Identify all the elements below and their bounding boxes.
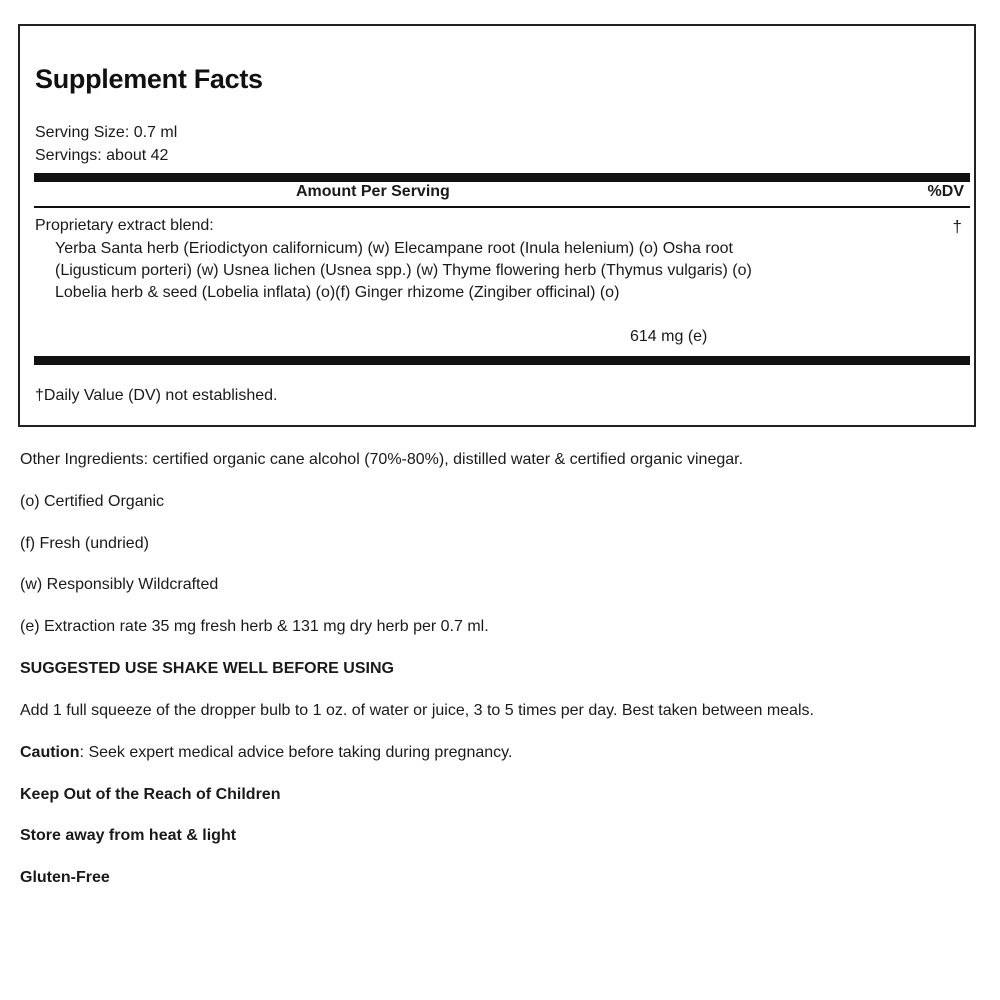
caution (20, 744, 512, 762)
divider-thin (34, 206, 970, 208)
keep-out-of-reach: Keep Out of the Reach of Children (20, 786, 281, 803)
key-wildcrafted: (w) Responsibly Wildcrafted (20, 576, 219, 593)
suggested-use-heading: SUGGESTED USE SHAKE WELL BEFORE USING (20, 660, 394, 677)
other-ingredients: Other Ingredients: certified organic cane alcohol (70%-80%), distilled water & certified organic vinegar. (20, 451, 744, 468)
blend-ingredients: Yerba Santa herb (Eriodictyon californicum) (w) Elecampane root (Inula helenium) (o) Osha root (Ligusticum porteri) (w) Usnea lichen (Usnea spp.) (w) Thyme flowering herb (Thymus vulgaris) (o) Lobelia herb & seed (Lobelia inflata) (o)(f) Ginger rhizome (Zingiber officinal) (o) (55, 240, 752, 301)
key-fresh: (f) Fresh (undried) (20, 535, 149, 552)
daily-value-header: %DV (927, 183, 964, 200)
dv-footnote: †Daily Value (DV) not established. (35, 387, 278, 404)
serving-size: Serving Size: 0.7 ml (35, 124, 178, 141)
caution-label: Caution (20, 744, 80, 761)
blend-amount: 614 mg (e) (630, 328, 708, 345)
storage-instructions: Store away from heat & light (20, 827, 237, 844)
supplement-facts-panel (18, 24, 976, 427)
blend-dv-dagger: † (952, 217, 962, 236)
divider-thick-bottom (34, 356, 970, 365)
amount-per-serving-header: Amount Per Serving (296, 183, 450, 200)
divider-thick-top (34, 173, 970, 182)
facts-title: Supplement Facts (35, 64, 263, 94)
key-extraction-rate: (e) Extraction rate 35 mg fresh herb & 131 mg dry herb per 0.7 ml. (20, 618, 489, 635)
gluten-free: Gluten-Free (20, 869, 110, 886)
caution-text: : Seek expert medical advice before taking during pregnancy. (79, 744, 513, 761)
directions: Add 1 full squeeze of the dropper bulb to 1 oz. of water or juice, 3 to 5 times per day. Best taken between meals. (20, 702, 814, 719)
blend-name: Proprietary extract blend: (35, 217, 214, 234)
key-certified-organic: (o) Certified Organic (20, 493, 165, 510)
servings-per-container: Servings: about 42 (35, 147, 169, 164)
